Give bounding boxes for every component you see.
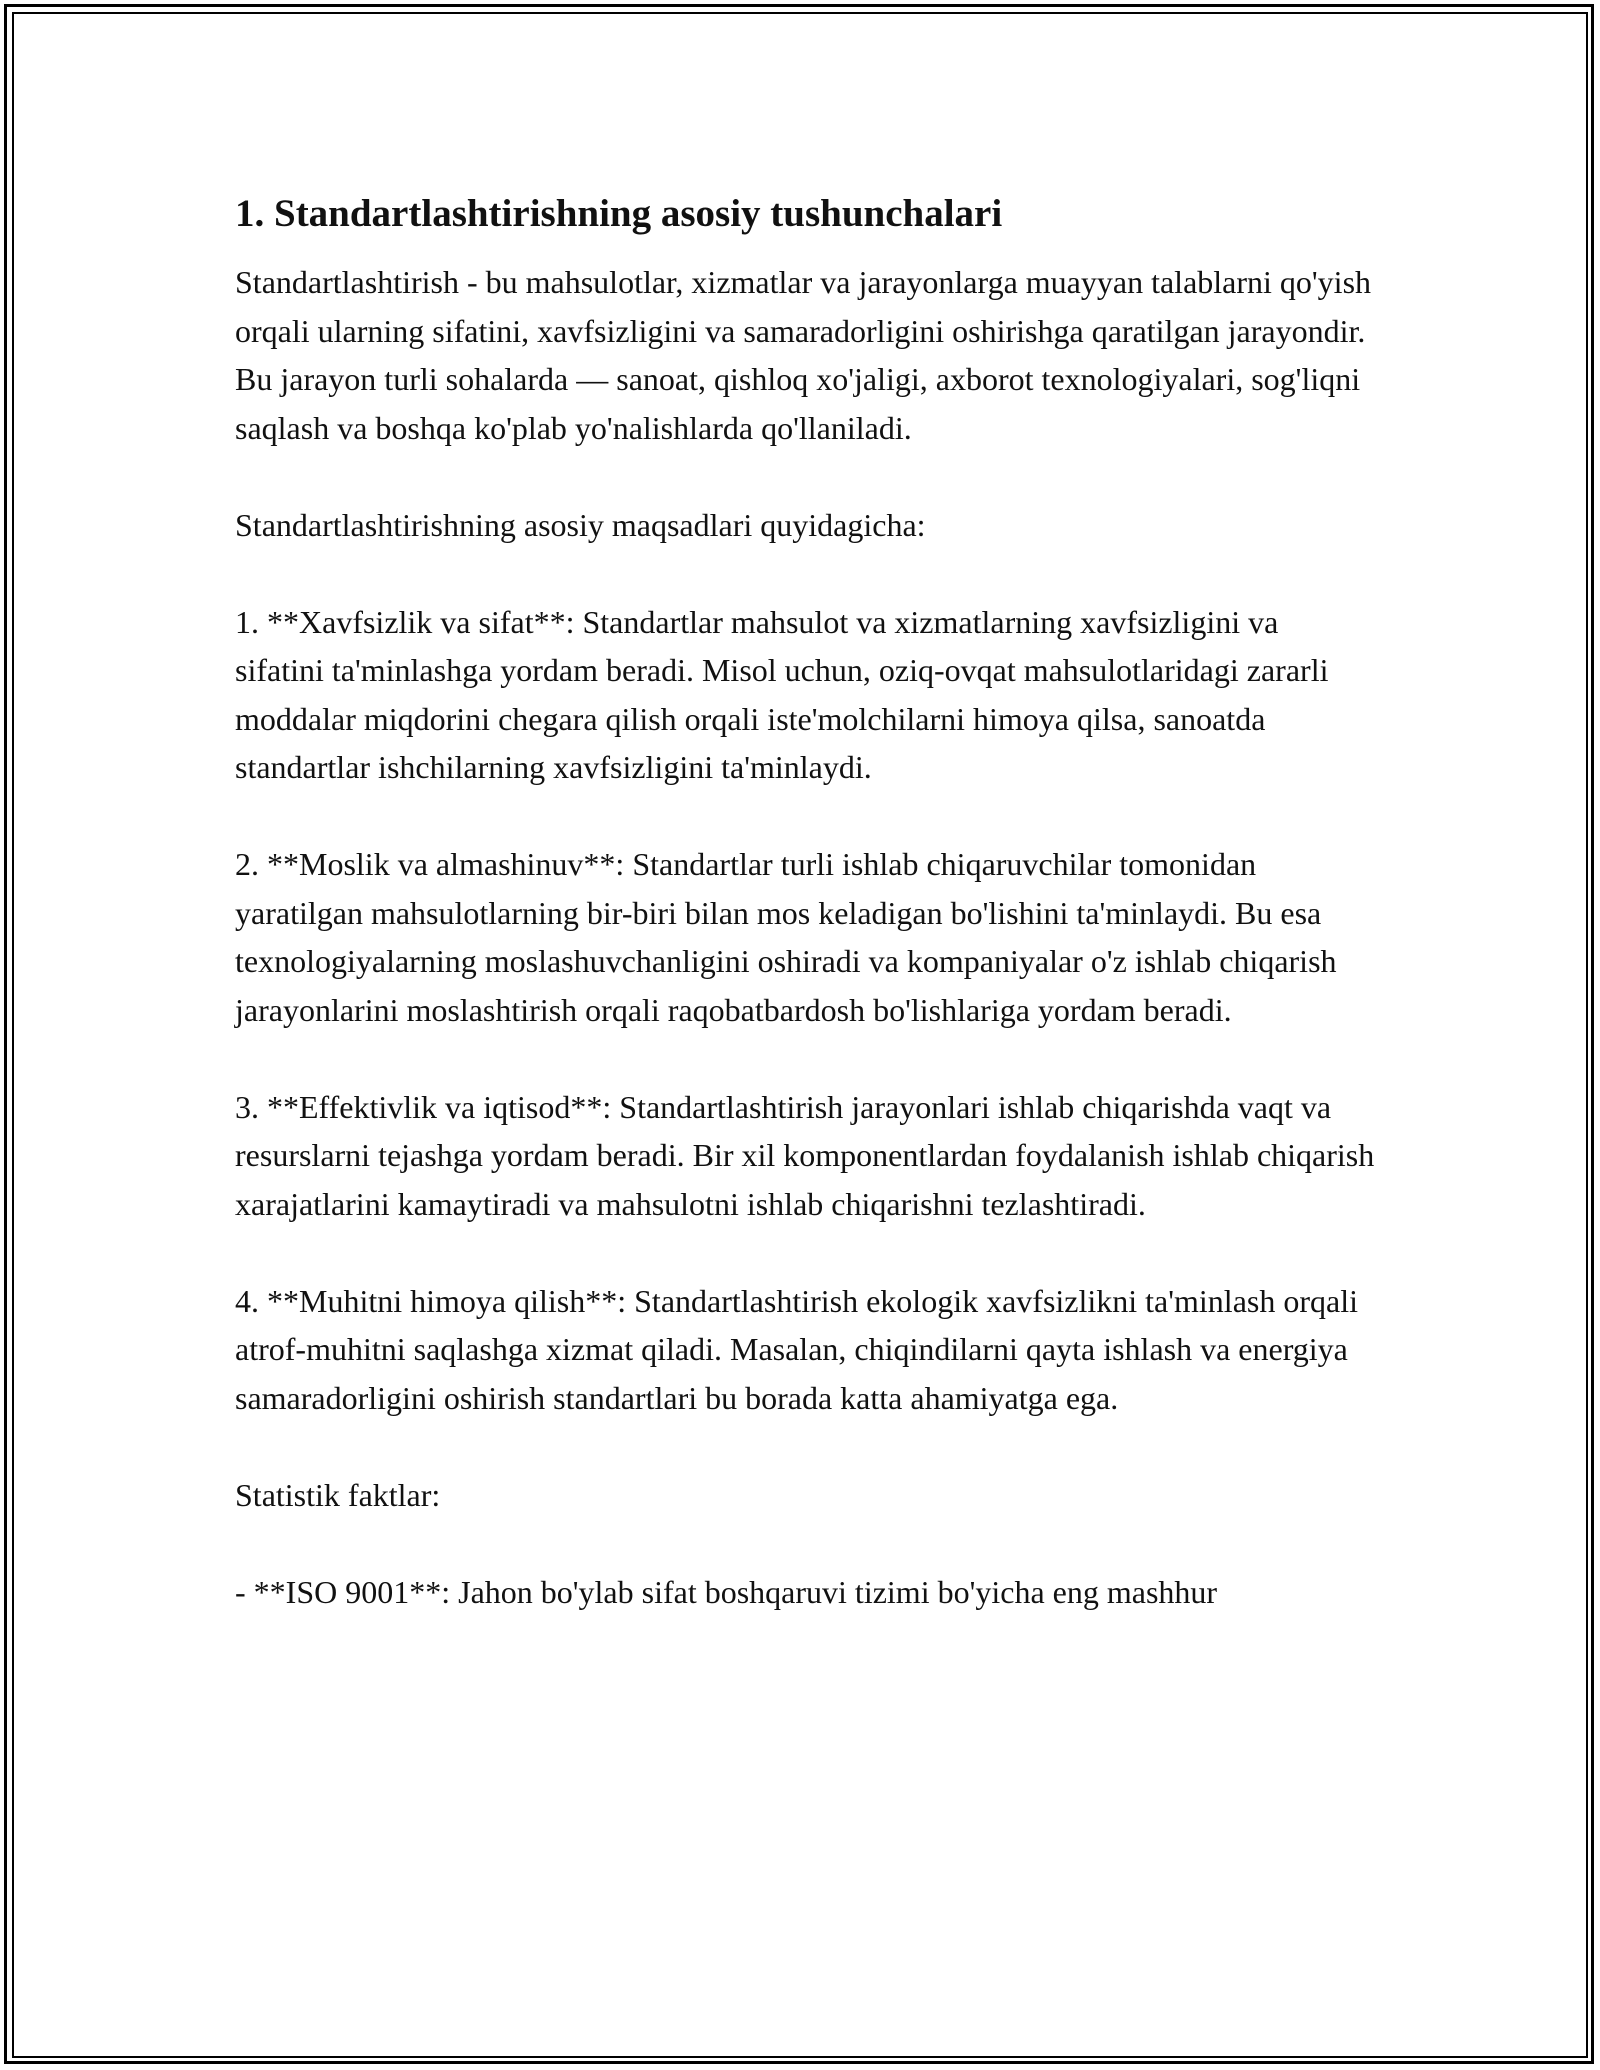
statistics-heading: Statistik faktlar:	[235, 1476, 441, 1513]
goals-intro: Standartlashtirishning asosiy maqsadlari quyidagicha:	[235, 506, 926, 543]
section-heading: 1. Standartlashtirishning asosiy tushunchalari	[235, 192, 1003, 235]
goal-item-environment: 4. **Muhitni himoya qilish**: Standartlashtirish ekologik xavfsizlikni ta'minlash orqali atrof-muhitni saqlashga xizmat qiladi. Masalan, chiqindilarni qayta ishlash va energiya samaradorligini oshirish standartlari bu borada katta ahamiyatga ega.	[235, 1282, 1358, 1416]
goal-item-compatibility: 2. **Moslik va almashinuv**: Standartlar turli ishlab chiqaruvchilar tomonidan yaratilgan mahsulotlarning bir-biri bilan mos keladigan bo'lishini ta'minlaydi. Bu esa texnologiyalarning moslashuvchanligini oshiradi va kompaniyalar o'z ishlab chiqarish jarayonlarini moslashtirish orqali raqobatbardosh bo'lishlariga yordam beradi.	[235, 846, 1337, 1028]
goal-item-efficiency: 3. **Effektivlik va iqtisod**: Standartlashtirish jarayonlari ishlab chiqarishda vaqt va resurslarni tejashga yordam beradi. Bir xil komponentlardan foydalanish ishlab chiqarish xarajatlarini kamaytiradi va mahsulotni ishlab chiqarishni tezlashtiradi.	[235, 1088, 1375, 1222]
document-body	[235, 188, 1375, 1616]
goal-item-safety: 1. **Xavfsizlik va sifat**: Standartlar mahsulot va xizmatlarning xavfsizligini va sifatini ta'minlashga yordam beradi. Misol uchun, oziq-ovqat mahsulotlaridagi zararli moddalar miqdorini chegara qilish orqali iste'molchilarni himoya qilsa, sanoatda standartlar ishchilarning xavfsizligini ta'minlaydi.	[235, 603, 1329, 785]
statistics-item-iso: - **ISO 9001**: Jahon bo'ylab sifat boshqaruvi tizimi bo'yicha eng mashhur	[235, 1573, 1218, 1610]
intro-paragraph: Standartlashtirish - bu mahsulotlar, xizmatlar va jarayonlarga muayyan talablarni qo'yish orqali ularning sifatini, xavfsizligini va samaradorligini oshirishga qaratilgan jarayondir. Bu jarayon turli sohalarda — sanoat, qishloq xo'jaligi, axborot texnologiyalari, sog'liqni saqlash va boshqa ko'plab yo'nalishlarda qo'llaniladi.	[235, 264, 1372, 446]
